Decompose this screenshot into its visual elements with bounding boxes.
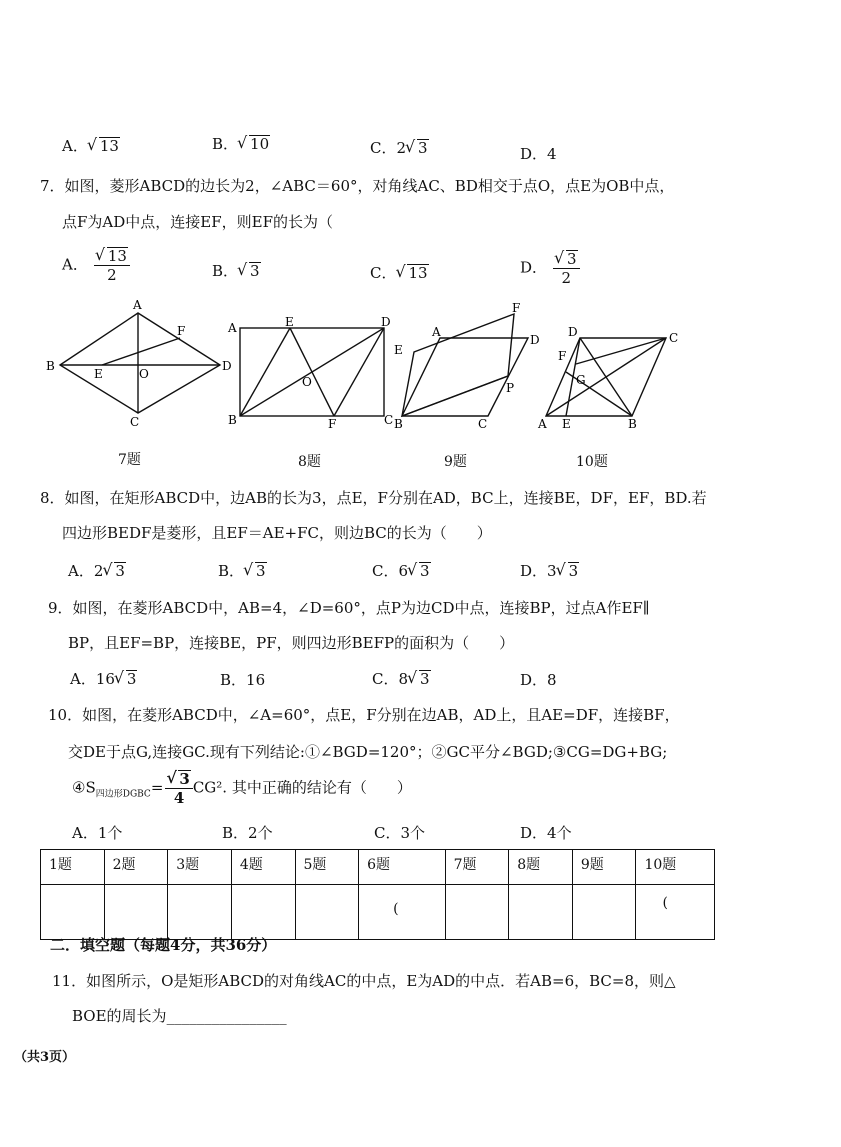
q10-text-line3: $④S_{四边形DGBC}=$ √ $\frac{3}{4}$ CG². 其中正确的结论有（ ） [72, 770, 412, 807]
figure-9 [392, 300, 552, 434]
fig8-label-o: O [302, 375, 312, 389]
fig10-label-c: C [669, 331, 679, 345]
fig10-label-d: D [568, 325, 578, 339]
answer-cell[interactable]: ( [359, 885, 445, 940]
q9-option-d: D．8 [520, 671, 557, 689]
fig7-label-e: E [94, 367, 103, 381]
answer-cell[interactable] [168, 885, 232, 940]
figure-10 [536, 322, 696, 436]
answer-cell[interactable] [41, 885, 105, 940]
q6-option-a: A．√ 13 [62, 135, 120, 156]
fig8-caption: 8题 [298, 454, 321, 470]
q8-option-a: A．2√ 3 [68, 560, 126, 581]
fig9-label-c: C [478, 417, 488, 431]
q8-option-d: D．3√ 3 [520, 560, 579, 581]
q8-option-b: B．√ 3 [218, 560, 267, 581]
fig9-label-a: A [432, 325, 441, 339]
q8-text-line2: 四边形BEDF是菱形，且EF＝AE+FC，则边BC的长为（ ） [62, 524, 492, 542]
q7-option-d: D． √ $\frac{3}{2}$ [520, 250, 580, 287]
fig8-label-d: D [381, 315, 391, 329]
q7-text-line1: 7．如图，菱形ABCD的边长为2，∠ABC＝60°，对角线AC、BD相交于点O，点E为OB中点， [40, 177, 675, 195]
answer-header: 8题 [509, 850, 573, 885]
answer-table [40, 849, 715, 940]
q9-text-line1: 9．如图，在菱形ABCD中，AB=4，∠D=60°，点P为边CD中点，连接BP，过点A作EF∥ [48, 599, 650, 617]
fig8-label-c: C [384, 413, 394, 427]
q10-option-b: B．2个 [222, 824, 273, 842]
fig7-label-a: A [133, 298, 142, 312]
answer-cell[interactable] [104, 885, 168, 940]
q9-option-a: A．16√ 3 [70, 668, 137, 689]
answer-header: 5题 [295, 850, 359, 885]
q7-option-a: A． √ $\frac{13}{2}$ [62, 247, 130, 284]
fig8-label-f: F [328, 417, 337, 431]
fig8-label-b: B [228, 413, 237, 427]
fig10-label-b: B [628, 417, 637, 431]
fig9-label-b: B [394, 417, 403, 431]
q11-text-line1: 11．如图所示，O是矩形ABCD的对角线AC的中点，E为AD的中点．若AB=6，BC=8，则△ [52, 972, 676, 990]
q11-answer-blank[interactable]: ________________ [166, 1007, 287, 1025]
answer-header: 1题 [41, 850, 105, 885]
q7-option-b: B．√ 3 [212, 260, 261, 281]
fig8-label-a: A [228, 321, 237, 335]
fig7-label-o: O [139, 367, 149, 381]
q8-text-line1: 8．如图，在矩形ABCD中，边AB的长为3，点E，F分别在AD，BC上，连接BE，DF，EF，BD.若 [40, 489, 707, 507]
q10-option-d: D．4个 [520, 824, 572, 842]
q7-text-line2: 点F为AD中点，连接EF，则EF的长为（ [62, 213, 333, 231]
fig10-label-g: G [576, 373, 586, 387]
answer-header: 7题 [445, 850, 509, 885]
q10-option-c: C．3个 [374, 824, 426, 842]
figure-7 [40, 298, 230, 427]
answer-cell[interactable] [231, 885, 295, 940]
q6-option-d: D．4 [520, 145, 557, 163]
fig9-label-p: P [506, 381, 515, 395]
fig9-label-e: E [394, 343, 403, 357]
fig9-label-d: D [530, 333, 540, 347]
q6-option-b: B．√ 10 [212, 133, 270, 154]
fig10-label-a: A [538, 417, 547, 431]
fig7-caption: 7题 [118, 452, 141, 468]
answer-cell[interactable] [295, 885, 359, 940]
q10-option-a: A．1个 [72, 824, 123, 842]
fig8-label-e: E [285, 315, 294, 329]
fig10-label-e: E [562, 417, 571, 431]
q9-text-line2: BP，且EF=BP，连接BE，PF，则四边形BEFP的面积为（ ） [68, 634, 515, 652]
fig9-label-f: F [512, 301, 521, 315]
answer-header: 4题 [231, 850, 295, 885]
fig7-label-c: C [130, 415, 140, 429]
answer-header: 2题 [104, 850, 168, 885]
fig9-caption: 9题 [444, 454, 467, 470]
answer-header: 9题 [572, 850, 636, 885]
answer-cell[interactable]: ( [636, 885, 715, 940]
answer-header: 6题 [359, 850, 445, 885]
section-2-title: 二．填空题（每题4分，共36分） [50, 936, 277, 954]
q10-text-line1: 10．如图，在菱形ABCD中，∠A=60°，点E，F分别在边AB，AD上，且AE=DF，连接BF， [48, 706, 680, 724]
answer-cell[interactable] [509, 885, 573, 940]
q11-text-line2: BOE的周长为________________ [72, 1007, 287, 1025]
fig10-label-f: F [558, 349, 567, 363]
q10-text-line2: 交DE于点G,连接GC.现有下列结论:①∠BGD=120°；②GC平分∠BGD;③CG=DG+BG; [68, 743, 668, 761]
q6-option-c: C．2√ 3 [370, 137, 429, 158]
answer-header: 3题 [168, 850, 232, 885]
page-footer: （共3页） [14, 1050, 76, 1065]
answer-cell[interactable] [572, 885, 636, 940]
q9-option-c: C．8√ 3 [372, 668, 431, 689]
fig7-label-d: D [222, 359, 232, 373]
q9-option-b: B．16 [220, 671, 266, 689]
answer-cell[interactable] [445, 885, 509, 940]
figure-8 [228, 315, 398, 432]
fig10-caption: 10题 [576, 454, 608, 470]
fig7-label-b: B [46, 359, 55, 373]
q7-option-c: C．√ 13 [370, 262, 429, 283]
fig7-label-f: F [177, 324, 186, 338]
q8-option-c: C．6√ 3 [372, 560, 431, 581]
answer-header: 10题 [636, 850, 715, 885]
